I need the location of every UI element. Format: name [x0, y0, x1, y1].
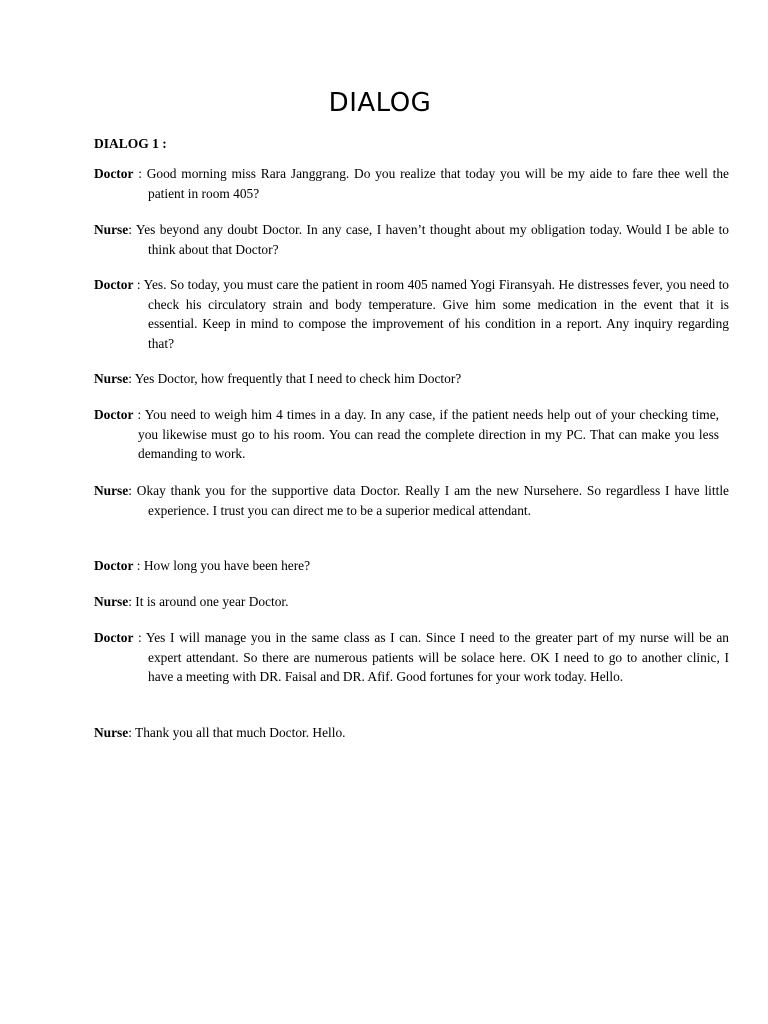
- speaker-separator: :: [133, 407, 145, 422]
- dialog-turn-doctor-2: [94, 275, 729, 353]
- section-heading: DIALOG 1 :: [94, 136, 167, 151]
- speaker-label: Nurse: [94, 594, 129, 609]
- turn-text: Yes. So today, you must care the patient in room 405 named Yogi Firansyah. He distresses fever, you need to check his circulatory strain and body temperature. Give him some medication in the event that it is essential. Keep in mind to compose the improvement of his condition in a report. Any inquiry regarding that?: [143, 277, 729, 351]
- speaker-separator: :: [133, 277, 144, 292]
- speaker-label: Doctor: [94, 277, 134, 292]
- dialog-turn-nurse-2: [94, 369, 675, 389]
- speaker-separator: :: [128, 222, 136, 237]
- speaker-separator: :: [128, 725, 136, 740]
- turn-text: You need to weigh him 4 times in a day. In any case, if the patient needs help out of your checking time, you likewise must go to his room. You can read the complete direction in my PC. That can make you less demanding to work.: [138, 407, 719, 462]
- dialog-turn-nurse-1: [94, 220, 729, 259]
- speaker-separator: :: [133, 630, 146, 645]
- speaker-separator: :: [133, 166, 147, 181]
- turn-text: How long you have been here?: [143, 558, 311, 573]
- speaker-label: Doctor: [94, 558, 134, 573]
- dialog-turn-doctor-3: [94, 405, 719, 464]
- turn-text: Okay thank you for the supportive data Doctor. Really I am the new Nursehere. So regardless I have little experience. I trust you can direct me to be a superior medical attendant.: [136, 483, 729, 518]
- speaker-separator: :: [133, 558, 144, 573]
- speaker-label: Doctor: [94, 407, 134, 422]
- speaker-label: Doctor: [94, 630, 134, 645]
- speaker-label: Nurse: [94, 222, 129, 237]
- turn-text: Yes I will manage you in the same class as I can. Since I need to the greater part of my nurse will be an expert attendant. So there are numerous patients will be solace here. OK I need to go to another clinic, I have a meeting with DR. Faisal and DR. Afif. Good fortunes for your work today. Hello.: [145, 630, 729, 685]
- turn-text: Yes Doctor, how frequently that I need to check him Doctor?: [134, 371, 462, 386]
- turn-text: Good morning miss Rara Janggrang. Do you realize that today you will be my aide to fare thee well the patient in room 405?: [146, 166, 729, 201]
- turn-text: Yes beyond any doubt Doctor. In any case, I haven’t thought about my obligation today. Would I be able to think about that Doctor?: [135, 222, 729, 257]
- dialog-turn-doctor-4: [94, 556, 675, 576]
- turn-text: Thank you all that much Doctor. Hello.: [135, 725, 346, 740]
- speaker-separator: :: [128, 483, 137, 498]
- dialog-turn-nurse-5: [94, 723, 675, 743]
- speaker-label: Nurse: [94, 371, 129, 386]
- dialog-turn-doctor-5: [94, 628, 729, 687]
- speaker-label: Nurse: [94, 483, 129, 498]
- dialog-turn-nurse-4: [94, 592, 675, 612]
- document-title: DIALOG: [328, 88, 432, 118]
- dialog-turn-doctor-1: [94, 164, 729, 203]
- speaker-label: Nurse: [94, 725, 129, 740]
- speaker-separator: :: [128, 594, 136, 609]
- speaker-separator: :: [128, 371, 135, 386]
- turn-text: It is around one year Doctor.: [135, 594, 289, 609]
- speaker-label: Doctor: [94, 166, 134, 181]
- dialog-turn-nurse-3: [94, 481, 729, 520]
